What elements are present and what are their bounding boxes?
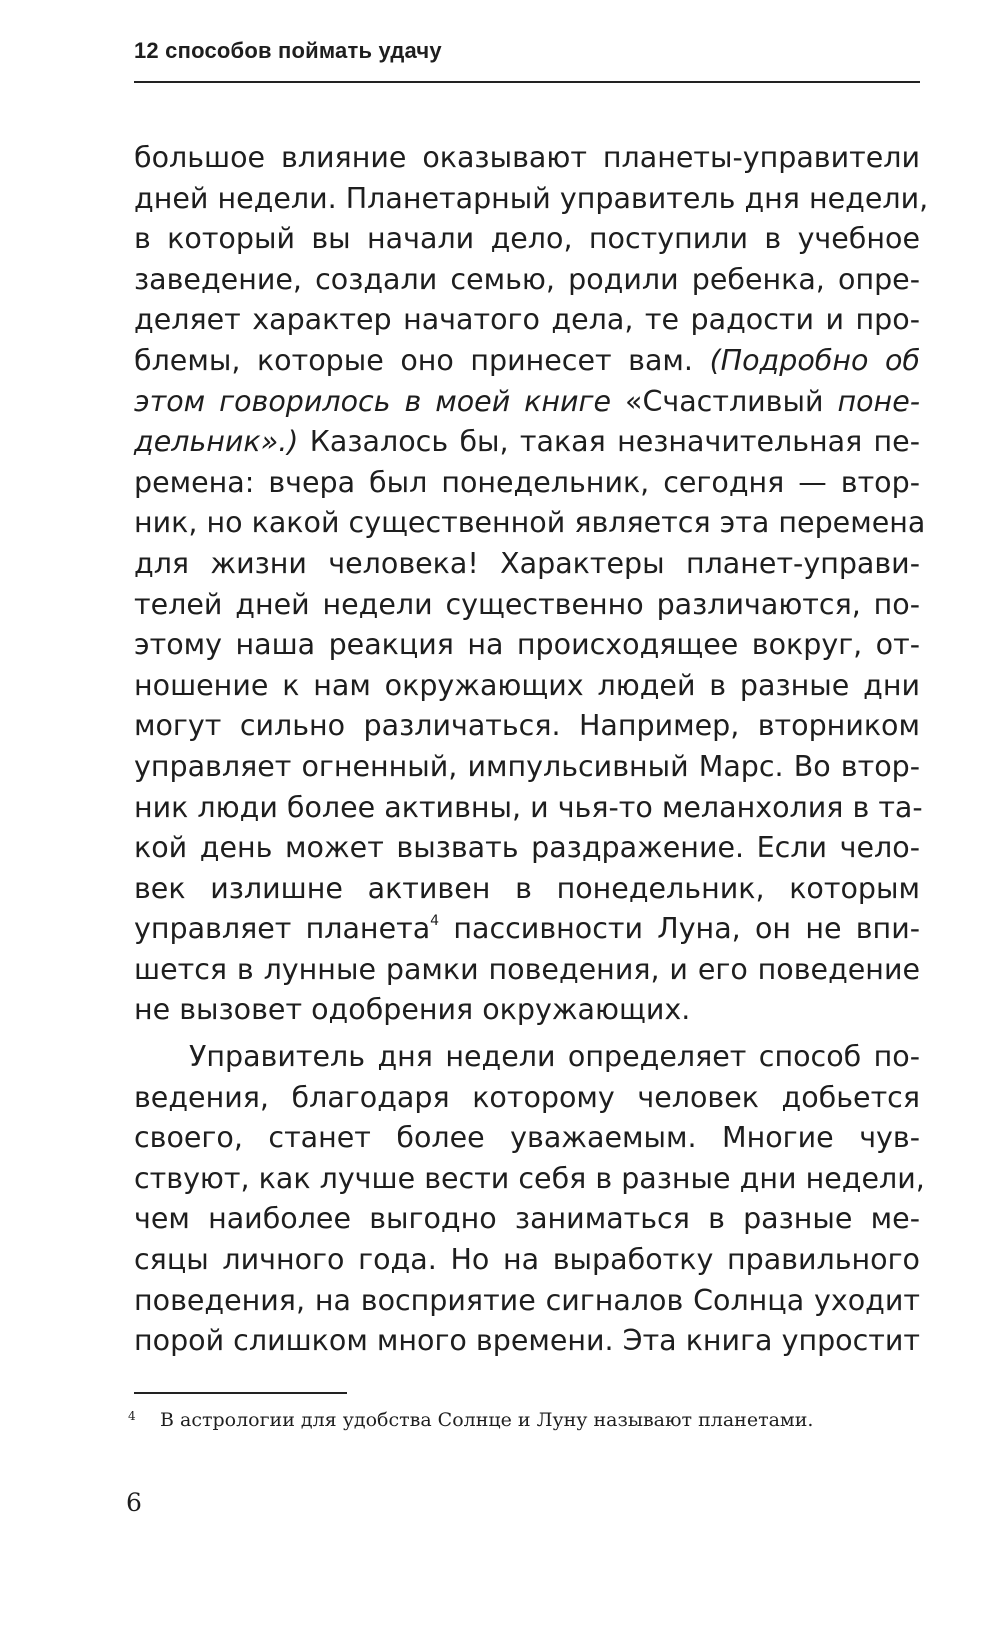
text-line: ник люди более активны, и чья-то меланхолия в та- — [134, 790, 923, 824]
text-line: для жизни человека! Характеры планет-управи- — [134, 546, 920, 580]
text-line: ствуют, как лучше вести себя в разные дни недели, — [134, 1161, 925, 1195]
footnote-reference[interactable]: 4 — [430, 913, 440, 930]
text-line: поведения, на восприятие сигналов Солнца уходит — [134, 1283, 920, 1317]
italic-run: поне- — [837, 384, 921, 418]
text-line: своего, станет более уважаемым. Многие чув- — [134, 1121, 920, 1155]
footnote-marker: 4 — [128, 1409, 136, 1423]
text-line: шется в лунные рамки поведения, и его поведение — [134, 952, 920, 986]
text-line: ношение к нам окружающих людей в разные дни — [134, 668, 920, 702]
text-line: заведение, создали семью, родили ребенка, опре- — [134, 262, 920, 296]
text-line — [134, 422, 920, 463]
paragraph-2 — [134, 1037, 925, 1362]
header-rule — [134, 81, 920, 83]
text-line: этому наша реакция на происходящее вокруг, от- — [134, 628, 920, 662]
text-run: Казалось бы, такая незначительная пе- — [309, 425, 921, 459]
book-title-run: «Счастливый — [625, 384, 824, 418]
text-line: Управитель дня недели определяет способ по- — [189, 1040, 920, 1074]
italic-run: (Подробно об — [709, 343, 920, 377]
text-line — [134, 382, 920, 423]
text-line: телей дней недели существенно различаются, по- — [134, 587, 920, 621]
text-line: порой слишком много времени. Эта книга упростит — [134, 1324, 920, 1358]
footnote-rule — [134, 1392, 347, 1394]
text-line: не вызовет одобрения окружающих. — [134, 993, 691, 1027]
footnote — [128, 1407, 920, 1433]
text-line: ник, но какой существенной является эта перемена — [134, 506, 926, 540]
body-text — [134, 138, 929, 1362]
text-line — [134, 341, 920, 382]
running-head-title: 12 способов поймать удачу — [134, 38, 442, 63]
text-run: блемы, которые оно принесет вам. — [134, 343, 693, 377]
text-line: чем наиболее выгодно заниматься в разные ме- — [134, 1202, 920, 1236]
italic-run: этом говорилось в моей книге — [134, 384, 612, 418]
text-line: кой день может вызвать раздражение. Если чело- — [134, 831, 920, 865]
text-line: в который вы начали дело, поступили в учебное — [134, 222, 920, 256]
page-number: 6 — [126, 1488, 142, 1517]
italic-run: дельник».) — [134, 425, 299, 459]
text-line: могут сильно различаться. Например, вторником — [134, 709, 920, 743]
text-line: большое влияние оказывают планеты-управители — [134, 141, 920, 174]
text-line: век излишне активен в понедельник, которым — [134, 871, 920, 905]
text-line: управляет огненный, импульсивный Марс. Во втор- — [134, 749, 920, 783]
text-run: пассивности Луна, он не впи- — [453, 912, 920, 946]
text-line: ремена: вчера был понедельник, сегодня — втор- — [134, 465, 920, 499]
text-line: деляет характер начатого дела, те радости и про- — [134, 303, 920, 337]
text-line: сяцы личного года. Но на выработку правильного — [134, 1243, 920, 1277]
text-line — [134, 909, 920, 950]
paragraph-1 — [134, 138, 929, 1031]
text-line: ведения, благодаря которому человек добьется — [134, 1080, 920, 1114]
footnote-text: В астрологии для удобства Солнце и Луну называют планетами. — [160, 1409, 814, 1431]
text-line: дней недели. Планетарный управитель дня недели, — [134, 181, 929, 215]
text-run: управляет планета — [134, 912, 431, 946]
